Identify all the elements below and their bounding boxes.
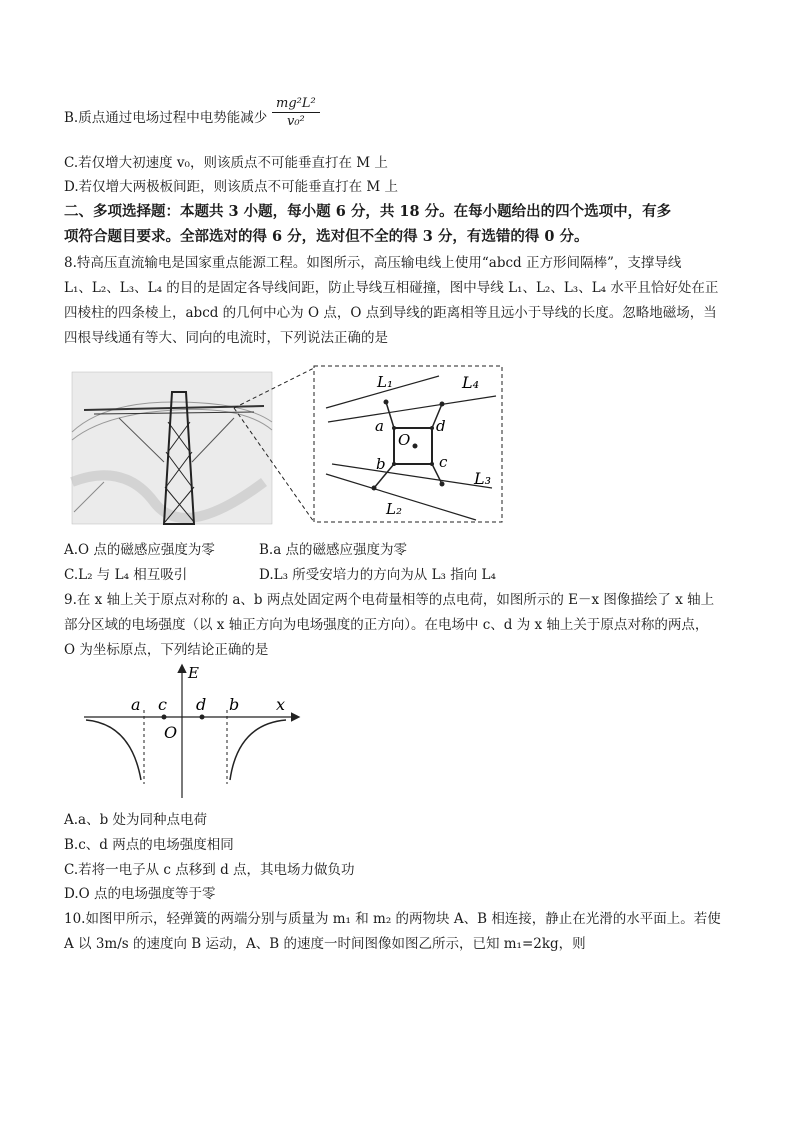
spacer-schematic [314,366,502,522]
q9-option-d[interactable]: D.O 点的电场强度等于零 [64,886,216,902]
q9-option-c[interactable]: C.若将一电子从 c 点移到 d 点，其电场力做负功 [64,862,355,878]
q9-option-b[interactable]: B.c、d 两点的电场强度相同 [64,837,234,853]
graph-label-a: a [131,695,141,714]
label-b: b [376,455,386,473]
section2-heading-line2: 项符合题目要求。全部选对的得 6 分，选对但不全的得 3 分，有选错的得 0 分。 [64,228,589,245]
graph-label-x: x [276,695,286,714]
label-c: c [439,453,448,471]
graph-label-O: O [164,723,178,742]
q8-option-c[interactable]: C.L₂ 与 L₄ 相互吸引 [64,567,188,583]
section2-heading-line1: 二、多项选择题：本题共 3 小题，每小题 6 分，共 18 分。在每小题给出的四个选项中，有多 [64,203,672,220]
q9-option-a[interactable]: A.a、b 处为同种点电荷 [64,812,208,828]
q10-stem-line2: A 以 3m/s 的速度向 B 运动，A、B 的速度一时间图像如图乙所示，已知 m₁=2kg，则 [64,936,586,952]
label-L2: L₂ [386,500,402,518]
label-L3: L₃ [474,469,492,488]
graph-label-E: E [188,664,199,682]
q8-stem-line4: 四根导线通有等大、同向的电流时，下列说法正确的是 [64,330,388,346]
q7-option-b-text: B.质点通过电场过程中电势能减少 [64,110,268,126]
q7-option-b-fraction [272,96,320,129]
graph-label-c: c [158,695,167,714]
q7-option-d[interactable]: D.若仅增大两极板间距，则该质点不可能垂直打在 M 上 [64,179,399,195]
q10-stem-line1: 10.如图甲所示，轻弹簧的两端分别与质量为 m₁ 和 m₂ 的两物块 A、B 相连接，静止在光滑的水平面上。若使 [64,911,721,927]
graph-label-d: d [196,695,207,714]
q8-option-a[interactable]: A.O 点的磁感应强度为零 [64,542,215,558]
label-L1: L₁ [377,373,393,391]
q7-option-c[interactable]: C.若仅增大初速度 v₀，则该质点不可能垂直打在 M 上 [64,155,388,171]
label-L4: L₄ [462,373,480,392]
q9-stem-line3: O 为坐标原点，下列结论正确的是 [64,642,269,658]
power-tower-photo [72,372,272,524]
fraction-denominator: v₀² [286,114,305,129]
label-O: O [398,431,411,449]
q8-figure [64,362,514,527]
fraction-bar [272,112,320,113]
q8-stem-line1: 8.特高压直流输电是国家重点能源工程。如图所示，高压输电线上使用“abcd 正方形间隔棒”，支撑导线 [64,255,682,271]
q8-stem-line3: 四棱柱的四条棱上，abcd 的几何中心为 O 点，O 点到导线的距离相等且远小于导线的长度。忽略地磁场，当 [64,305,717,321]
q8-option-b[interactable]: B.a 点的磁感应强度为零 [259,542,408,558]
label-d: d [436,417,446,435]
fraction-numerator: mg²L² [276,96,316,111]
q9-stem-line2: 部分区域的电场强度（以 x 轴正方向为电场强度的正方向）。在电场中 c、d 为 x 轴上关于原点对称的两点， [64,617,709,633]
label-a: a [375,417,384,435]
q9-stem-line1: 9.在 x 轴上关于原点对称的 a、b 两点处固定两个电荷量相等的点电荷，如图所示的 E－x 图像描绘了 x 轴上 [64,592,715,608]
q7-option-b[interactable] [64,108,267,128]
graph-label-b: b [229,695,240,714]
q9-ex-graph [76,662,306,802]
q8-option-d[interactable]: D.L₃ 所受安培力的方向为从 L₃ 指向 L₄ [259,567,496,583]
q8-stem-line2: L₁、L₂、L₃、L₄ 的目的是固定各导线间距，防止导线互相碰撞，图中导线 L₁、L₂、L₃、L₄ 水平且恰好处在正 [64,280,719,296]
